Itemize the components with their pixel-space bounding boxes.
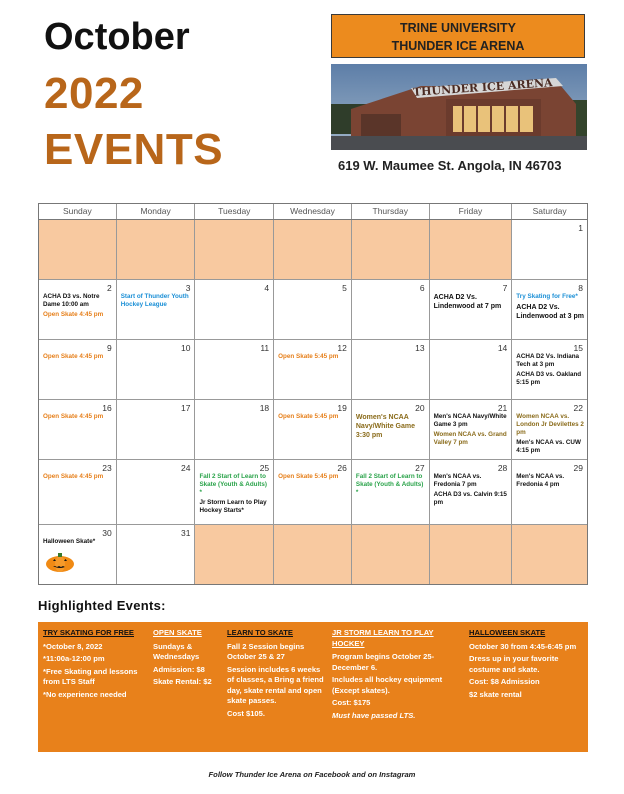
calendar-day-cell bbox=[117, 340, 196, 399]
university-name: TRINE UNIVERSITY bbox=[400, 21, 516, 35]
calendar-day-cell bbox=[39, 340, 117, 399]
calendar-day-cell bbox=[430, 280, 513, 339]
year-title: 2022 bbox=[44, 69, 144, 118]
calendar-day-cell bbox=[39, 280, 117, 339]
day-number: 27 bbox=[415, 463, 425, 473]
arena-sign: THUNDER ICE ARENA bbox=[412, 76, 553, 99]
calendar-event: Halloween Skate* bbox=[43, 538, 96, 545]
weekday-header bbox=[39, 204, 587, 220]
highlights-title: Highlighted Events: bbox=[38, 598, 166, 613]
highlight-line: Cost $105. bbox=[227, 708, 265, 718]
calendar-event: Men's NCAA vs. Fredonia 4 pm bbox=[516, 473, 565, 488]
day-number: 22 bbox=[573, 403, 584, 413]
day-number: 2 bbox=[106, 283, 112, 293]
calendar-cell-empty bbox=[430, 220, 513, 279]
highlight-column bbox=[332, 628, 464, 723]
calendar-event: Fall 2 Start of Learn to Skate (Youth & Adults) * bbox=[199, 473, 267, 496]
day-number: 30 bbox=[102, 528, 112, 538]
calendar-day-cell bbox=[274, 280, 352, 339]
highlight-heading: OPEN SKATE bbox=[153, 628, 202, 637]
events-title: EVENTS bbox=[44, 125, 224, 174]
day-events bbox=[43, 353, 113, 363]
highlight-line: Dress up in your favorite costume and skate. bbox=[469, 654, 559, 674]
weekday-wednesday: Wednesday bbox=[274, 204, 352, 219]
calendar-day-cell bbox=[512, 220, 587, 279]
weekday-friday: Friday bbox=[430, 204, 513, 219]
calendar-event: ACHA D2 Vs. Lindenwood at 7 pm bbox=[433, 294, 502, 310]
month-title: October bbox=[44, 16, 190, 58]
day-number: 7 bbox=[502, 283, 508, 293]
calendar-cell-empty bbox=[195, 525, 274, 584]
highlight-column bbox=[153, 628, 223, 690]
day-events bbox=[278, 353, 348, 363]
highlight-column bbox=[469, 628, 584, 702]
day-events bbox=[356, 473, 426, 499]
day-number: 21 bbox=[497, 403, 508, 413]
day-number: 12 bbox=[337, 343, 347, 353]
day-number: 23 bbox=[102, 463, 112, 473]
day-number: 5 bbox=[342, 283, 347, 293]
day-number: 17 bbox=[180, 403, 191, 413]
calendar-week bbox=[39, 280, 587, 340]
calendar-cell-empty bbox=[512, 525, 587, 584]
day-number: 3 bbox=[185, 283, 191, 293]
day-events bbox=[434, 473, 509, 509]
calendar-cell-empty bbox=[352, 525, 430, 584]
highlight-line: Fall 2 Session begins October 25 & 27 bbox=[227, 641, 305, 661]
calendar-cell-empty bbox=[39, 220, 117, 279]
day-number: 20 bbox=[415, 403, 425, 413]
calendar-event: Start of Thunder Youth Hockey League bbox=[120, 293, 189, 308]
day-number: 16 bbox=[102, 403, 112, 413]
highlight-line: Includes all hockey equipment (Except skates). bbox=[332, 675, 443, 695]
day-events bbox=[516, 293, 584, 323]
calendar-cell-empty bbox=[430, 525, 513, 584]
day-events bbox=[43, 538, 113, 548]
highlight-line: *No experience needed bbox=[43, 689, 127, 699]
calendar-event: Open Skate 5:45 pm bbox=[278, 353, 339, 360]
day-number: 26 bbox=[337, 463, 347, 473]
calendar-day-cell bbox=[195, 340, 274, 399]
highlight-line: Session includes 6 weeks of classes, a Bring a friend day, skate rental and open skate passes. bbox=[227, 664, 324, 705]
address: 619 W. Maumee St. Angola, IN 46703 bbox=[338, 158, 562, 173]
calendar-day-cell bbox=[352, 280, 430, 339]
calendar-day-cell bbox=[352, 340, 430, 399]
calendar-day-cell bbox=[117, 525, 196, 584]
calendar-day-cell bbox=[430, 340, 513, 399]
highlight-line: Must have passed LTS. bbox=[332, 710, 416, 720]
calendar-event: Men's NCAA vs. Fredonia 7 pm bbox=[433, 473, 482, 488]
day-number: 10 bbox=[180, 343, 191, 353]
weekday-thursday: Thursday bbox=[352, 204, 430, 219]
highlight-line: Program begins October 25-December 6. bbox=[332, 652, 435, 672]
day-events bbox=[121, 293, 192, 311]
highlight-line: *Free Skating and lessons from LTS Staff bbox=[43, 666, 138, 686]
calendar-event: Women NCAA vs. Grand Valley 7 pm bbox=[433, 431, 507, 446]
highlight-line: Cost: $175 bbox=[332, 698, 371, 707]
calendar-day-cell bbox=[39, 525, 117, 584]
day-number: 6 bbox=[419, 283, 425, 293]
day-number: 15 bbox=[573, 343, 584, 353]
day-number: 14 bbox=[497, 343, 508, 353]
calendar-event: Jr Storm Learn to Play Hockey Starts* bbox=[199, 499, 267, 514]
day-events bbox=[434, 413, 509, 449]
day-number: 1 bbox=[578, 223, 584, 233]
highlight-line: Admission: $8 bbox=[153, 664, 205, 674]
calendar-event: Men's NCAA Navy/White Game 3 pm bbox=[433, 413, 507, 428]
day-number: 28 bbox=[497, 463, 508, 473]
calendar-event: Men's NCAA vs. CUW 4:15 pm bbox=[516, 439, 581, 454]
calendar-cell-empty bbox=[352, 220, 430, 279]
day-events bbox=[278, 413, 348, 423]
highlight-line: October 30 from 4:45-6:45 pm bbox=[469, 641, 577, 651]
weekday-monday: Monday bbox=[117, 204, 196, 219]
calendar-week bbox=[39, 460, 587, 525]
day-number: 24 bbox=[180, 463, 191, 473]
day-events bbox=[278, 473, 348, 483]
calendar-week bbox=[39, 400, 587, 460]
day-number: 29 bbox=[573, 463, 584, 473]
calendar-cell-empty bbox=[195, 220, 274, 279]
social-footer: Follow Thunder Ice Arena on Facebook and on Instagram bbox=[208, 770, 416, 779]
calendar-event: Open Skate 5:45 pm bbox=[278, 473, 339, 480]
highlight-line: *October 8, 2022 bbox=[43, 641, 103, 651]
calendar-day-cell bbox=[117, 400, 196, 459]
day-number: 31 bbox=[180, 528, 191, 538]
calendar-event: Open Skate 4:45 pm bbox=[43, 473, 104, 480]
calendar-event: Try Skating for Free* bbox=[516, 293, 578, 300]
calendar-grid bbox=[38, 203, 588, 585]
day-number: 18 bbox=[259, 403, 270, 413]
calendar-day-cell bbox=[39, 460, 117, 524]
day-events bbox=[356, 413, 426, 442]
calendar-day-cell bbox=[274, 400, 352, 459]
calendar-day-cell bbox=[39, 400, 117, 459]
highlights-panel bbox=[38, 622, 588, 752]
day-events bbox=[43, 473, 113, 483]
weekday-sunday: Sunday bbox=[39, 204, 117, 219]
day-number: 8 bbox=[578, 283, 584, 293]
highlight-line: Cost: $8 Admission bbox=[469, 677, 540, 686]
arena-photo bbox=[331, 64, 587, 150]
calendar-day-cell bbox=[117, 460, 196, 524]
highlight-heading: TRY SKATING FOR FREE bbox=[43, 628, 134, 637]
highlight-line: Skate Rental: $2 bbox=[153, 677, 212, 686]
day-events bbox=[516, 413, 584, 457]
calendar-event: ACHA D3 vs. Notre Dame 10:00 am bbox=[43, 293, 100, 308]
day-number: 4 bbox=[264, 283, 270, 293]
day-events bbox=[43, 413, 113, 423]
day-events bbox=[43, 293, 113, 321]
calendar-week bbox=[39, 220, 587, 280]
highlight-column bbox=[227, 628, 327, 721]
calendar-event: Open Skate 5:45 pm bbox=[278, 413, 339, 420]
calendar-event: Open Skate 4:45 pm bbox=[43, 353, 104, 360]
day-events bbox=[516, 473, 584, 491]
calendar-body bbox=[39, 220, 587, 584]
calendar-event: ACHA D3 vs. Oakland 5:15 pm bbox=[516, 371, 582, 386]
calendar-day-cell bbox=[512, 400, 587, 459]
calendar-day-cell bbox=[195, 400, 274, 459]
calendar-event: Fall 2 Start of Learn to Skate (Youth & Adults) * bbox=[355, 473, 424, 496]
arena-banner bbox=[331, 14, 585, 58]
highlight-column bbox=[43, 628, 148, 702]
calendar-day-cell bbox=[430, 400, 513, 459]
weekday-saturday: Saturday bbox=[532, 206, 567, 216]
highlight-line: *11:00a-12:00 pm bbox=[43, 654, 105, 663]
calendar-event: Open Skate 4:45 pm bbox=[43, 311, 104, 318]
day-number: 9 bbox=[106, 343, 112, 353]
calendar-event: ACHA D2 Vs. Lindenwood at 3 pm bbox=[516, 304, 584, 320]
day-number: 25 bbox=[259, 463, 270, 473]
calendar-event: Open Skate 4:45 pm bbox=[43, 413, 104, 420]
day-events bbox=[516, 353, 584, 389]
calendar-week bbox=[39, 525, 587, 584]
day-events bbox=[434, 293, 509, 313]
day-events bbox=[199, 473, 270, 517]
calendar-day-cell bbox=[352, 460, 430, 524]
highlight-line: $2 skate rental bbox=[469, 689, 522, 699]
calendar-cell-empty bbox=[117, 220, 196, 279]
highlight-heading: HALLOWEEN SKATE bbox=[469, 628, 546, 637]
highlight-heading: LEARN TO SKATE bbox=[227, 628, 293, 637]
calendar-day-cell bbox=[117, 280, 196, 339]
day-number: 11 bbox=[260, 343, 270, 353]
calendar-day-cell bbox=[274, 340, 352, 399]
calendar-event: ACHA D2 Vs. Indiana Tech at 3 pm bbox=[516, 353, 580, 368]
calendar-event: Women's NCAA Navy/White Game 3:30 pm bbox=[355, 414, 416, 439]
arena-name: THUNDER ICE ARENA bbox=[391, 39, 525, 53]
weekday-tuesday: Tuesday bbox=[195, 204, 274, 219]
calendar-day-cell bbox=[512, 280, 587, 339]
calendar-day-cell bbox=[430, 460, 513, 524]
calendar-event: ACHA D3 vs. Calvin 9:15 pm bbox=[433, 491, 507, 506]
pumpkin-icon bbox=[45, 552, 75, 577]
calendar-cell-empty bbox=[274, 220, 352, 279]
calendar-week bbox=[39, 340, 587, 400]
calendar-day-cell bbox=[274, 460, 352, 524]
arena-building-image bbox=[331, 64, 587, 150]
highlight-line: Sundays & Wednesdays bbox=[153, 641, 200, 661]
day-number: 13 bbox=[415, 343, 425, 353]
calendar-event: Women NCAA vs. London Jr Devilettes 2 pm bbox=[516, 413, 584, 436]
calendar-day-cell bbox=[512, 460, 587, 524]
highlight-heading: JR STORM LEARN TO PLAY HOCKEY bbox=[332, 628, 434, 648]
calendar-day-cell bbox=[512, 340, 587, 399]
day-number: 19 bbox=[337, 403, 347, 413]
calendar-day-cell bbox=[195, 460, 274, 524]
calendar-day-cell bbox=[352, 400, 430, 459]
calendar-cell-empty bbox=[274, 525, 352, 584]
calendar-day-cell bbox=[195, 280, 274, 339]
